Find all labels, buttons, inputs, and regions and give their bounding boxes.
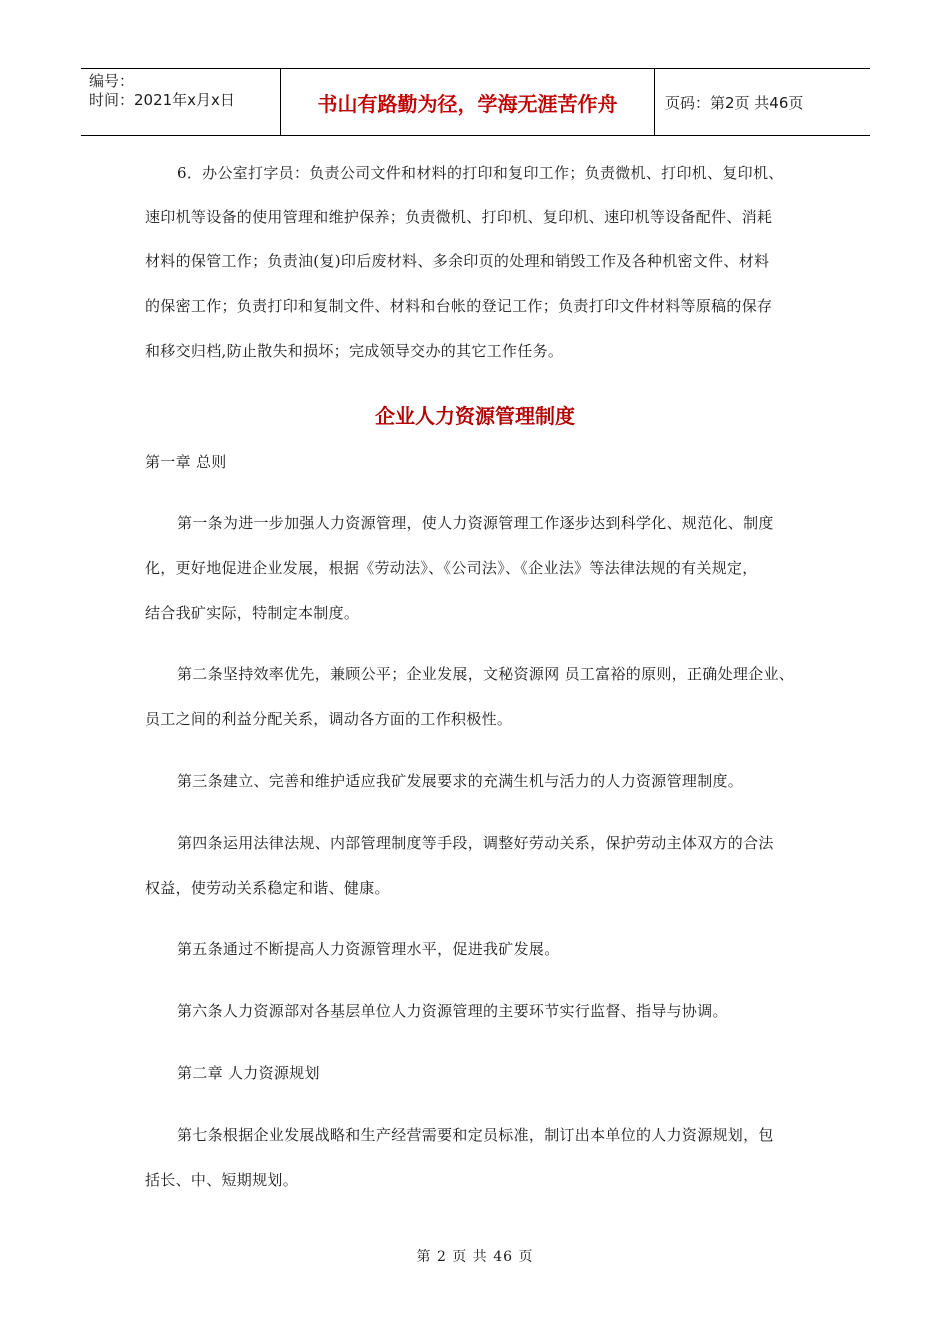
header-table: [81, 68, 870, 136]
article-line: 第二条坚持效率优先，兼顾公平；企业发展，文秘资源网 员工富裕的原则，正确处理企业、: [177, 665, 795, 683]
article-line: 员工之间的利益分配关系，调动各方面的工作积极性。: [145, 710, 513, 728]
article-line: 第三条建立、完善和维护适应我矿发展要求的充满生机与活力的人力资源管理制度。: [177, 772, 744, 790]
article-line: 第五条通过不断提高人力资源管理水平，促进我矿发展。: [177, 940, 560, 958]
time-label: 时间：2021年x月x日: [89, 91, 235, 109]
header-motto: 书山有路勤为径，学海无涯苦作舟: [281, 69, 655, 135]
article-line: 化，更好地促进企业发展，根据《劳动法》、《公司法》、《企业法》等法律法规的有关规定，: [145, 559, 758, 577]
number-label: 编号：: [89, 72, 135, 90]
paragraph-line: 速印机等设备的使用管理和维护保养；负责微机、打印机、复印机、速印机等设备配件、消耗: [145, 208, 773, 226]
document-title: 企业人力资源管理制度: [375, 404, 575, 428]
paragraph-line: 材料的保管工作；负责油(复)印后废材料、多余印页的处理和销毁工作及各种机密文件、材料: [145, 252, 770, 270]
article-line: 第四条运用法律法规、内部管理制度等手段，调整好劳动关系，保护劳动主体双方的合法: [177, 834, 774, 852]
article-line: 第一条为进一步加强人力资源管理，使人力资源管理工作逐步达到科学化、规范化、制度: [177, 514, 774, 532]
article-line: 权益，使劳动关系稳定和谐、健康。: [145, 879, 390, 897]
article-line: 结合我矿实际，特制定本制度。: [145, 604, 360, 622]
chapter-heading: 第一章 总则: [145, 453, 227, 471]
header-page-info: 页码：第2页 共46页: [665, 93, 804, 112]
paragraph-line: 和移交归档,防止散失和损坏；完成领导交办的其它工作任务。: [145, 342, 564, 360]
paragraph-line: 6．办公室打字员：负责公司文件和材料的打印和复印工作；负责微机、打印机、复印机、: [177, 164, 784, 182]
article-line: 第六条人力资源部对各基层单位人力资源管理的主要环节实行监督、指导与协调。: [177, 1002, 728, 1020]
article-line: 第七条根据企业发展战略和生产经营需要和定员标准，制订出本单位的人力资源规划，包: [177, 1126, 774, 1144]
header-meta: [81, 69, 281, 135]
chapter-heading: 第二章 人力资源规划: [177, 1064, 320, 1082]
article-line: 括长、中、短期规划。: [145, 1171, 299, 1189]
page-footer: 第 2 页 共 46 页: [416, 1249, 534, 1265]
paragraph-line: 的保密工作；负责打印和复制文件、材料和台帐的登记工作；负责打印文件材料等原稿的保存: [145, 297, 773, 315]
